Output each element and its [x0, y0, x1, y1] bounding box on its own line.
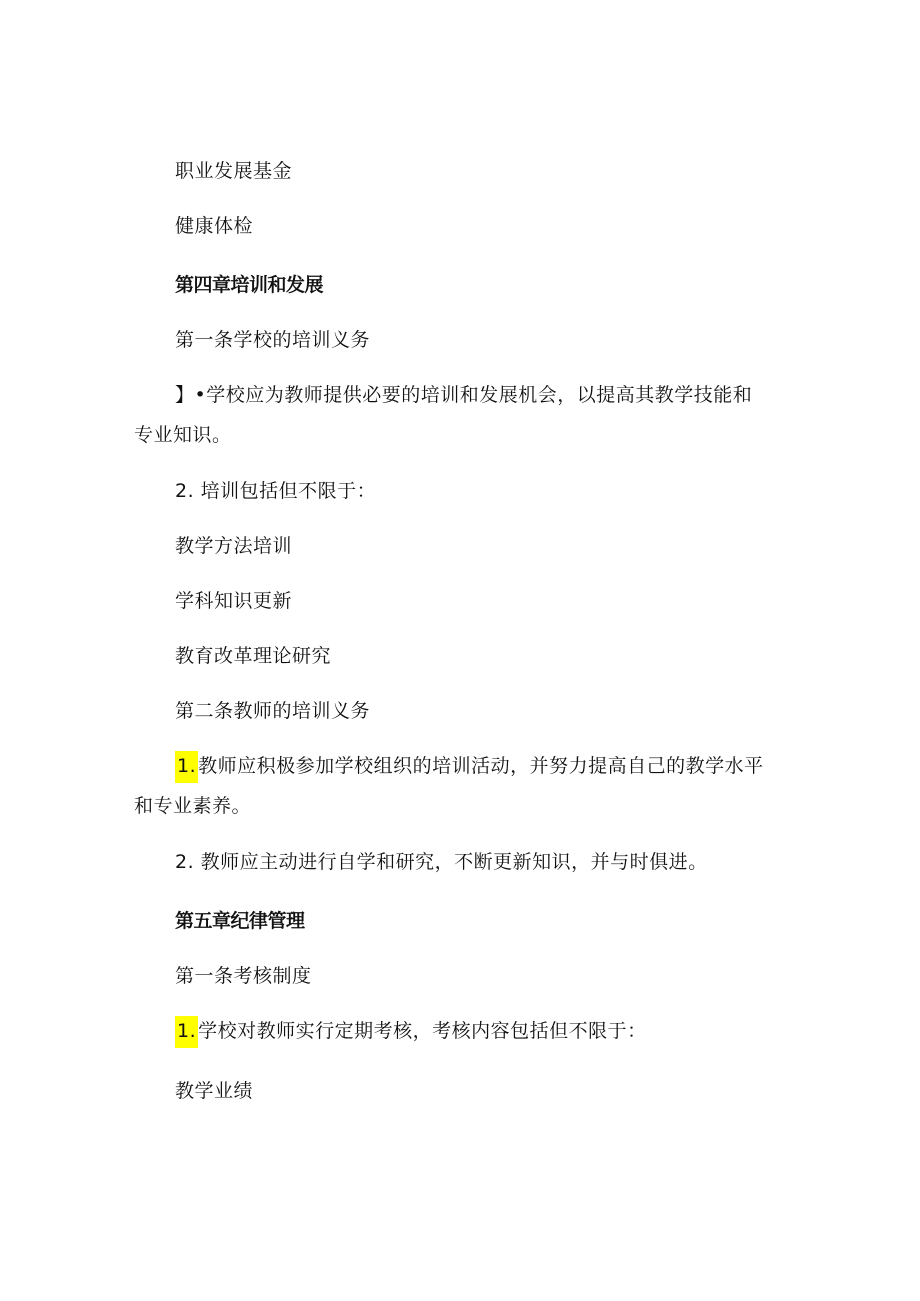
paragraph-text: 学校对教师实行定期考核，考核内容包括但不限于： [198, 1020, 647, 1042]
list-item-teaching-performance: 教学业绩 [175, 1080, 254, 1102]
paragraph-text: 学校应为教师提供必要的培训和发展机会，以提高其教学技能和 [206, 384, 753, 406]
highlighted-list-number: 1. [175, 751, 198, 783]
paragraph-marker: 】• [175, 384, 207, 406]
list-item-subject-knowledge: 学科知识更新 [175, 590, 293, 612]
paragraph-training-scope: 2. 培训包括但不限于： [175, 480, 377, 502]
paragraph-school-training [175, 381, 752, 409]
highlighted-list-number: 1. [175, 1016, 198, 1048]
chapter-heading-5: 第五章纪律管理 [175, 910, 305, 932]
list-item-health-check: 健康体检 [175, 215, 254, 237]
article-heading-teacher-training: 第二条教师的培训义务 [175, 700, 371, 722]
list-item-teaching-methods: 教学方法培训 [175, 535, 293, 557]
paragraph-self-study: 2. 教师应主动进行自学和研究，不断更新知识，并与时俱进。 [175, 851, 708, 873]
paragraph-assessment [175, 1017, 647, 1045]
paragraph-continuation: 和专业素养。 [134, 795, 252, 817]
article-heading-school-training: 第一条学校的培训义务 [175, 329, 371, 351]
list-item-education-reform: 教育改革理论研究 [175, 645, 332, 667]
article-heading-assessment: 第一条考核制度 [175, 965, 312, 987]
list-item-career-fund: 职业发展基金 [175, 160, 293, 182]
paragraph-text: 教师应积极参加学校组织的培训活动，并努力提高自己的教学水平 [198, 755, 764, 777]
paragraph-continuation: 专业知识。 [134, 424, 232, 446]
paragraph-teacher-training [175, 752, 764, 780]
chapter-heading-4: 第四章培训和发展 [175, 274, 324, 296]
